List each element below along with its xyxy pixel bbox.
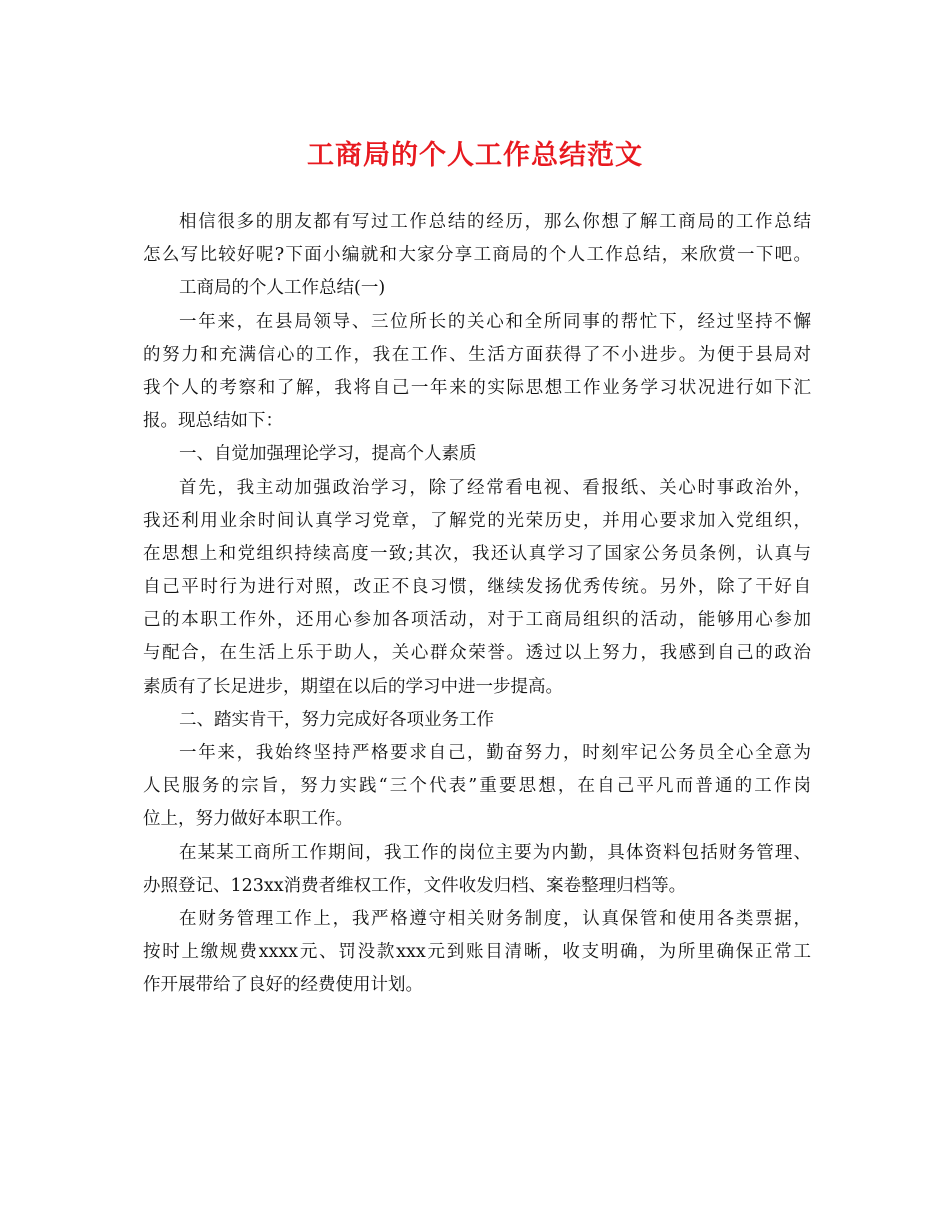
- body-text-line: 位上，努力做好本职工作。: [143, 809, 353, 830]
- body-text-line: 一年来，在县局领导、三位所长的关心和全所同事的帮忙下，经过坚持不懈: [179, 311, 811, 332]
- body-text-line: 作开展带给了良好的经费使用计划。: [143, 975, 423, 996]
- body-text-line: 办照登记、123xx消费者维权工作，文件收发归档、案卷整理归档等。: [143, 875, 687, 896]
- body-text-line: 自己平时行为进行对照，改正不良习惯，继续发扬优秀传统。另外，除了干好自: [143, 577, 811, 598]
- body-text-line: 在财务管理工作上，我严格遵守相关财务制度，认真保管和使用各类票据，: [179, 908, 811, 929]
- body-text-line: 我个人的考察和了解，我将自己一年来的实际思想工作业务学习状况进行如下汇: [143, 377, 811, 398]
- body-text-line: 怎么写比较好呢?下面小编就和大家分享工商局的个人工作总结，来欣赏一下吧。: [143, 245, 811, 266]
- body-text-line: 素质有了长足进步，期望在以后的学习中进一步提高。: [143, 676, 563, 697]
- body-text-line: 报。现总结如下：: [143, 411, 283, 432]
- body-text-line: 人民服务的宗旨，努力实践“三个代表”重要思想，在自己平凡而普通的工作岗: [143, 776, 811, 797]
- body-text-line: 首先，我主动加强政治学习，除了经常看电视、看报纸、关心时事政治外，: [179, 477, 811, 498]
- body-text-line: 与配合，在生活上乐于助人，关心群众荣誉。透过以上努力，我感到自己的政治: [143, 643, 811, 664]
- body-text-line: 在思想上和党组织持续高度一致;其次，我还认真学习了国家公务员条例，认真与: [143, 543, 811, 564]
- body-text-line: 一、自觉加强理论学习，提高个人素质: [179, 444, 477, 465]
- body-text-line: 己的本职工作外，还用心参加各项活动，对于工商局组织的活动，能够用心参加: [143, 610, 811, 631]
- body-text-line: 我还利用业余时间认真学习党章，了解党的光荣历史，并用心要求加入党组织，: [143, 510, 811, 531]
- body-text-line: 相信很多的朋友都有写过工作总结的经历，那么你想了解工商局的工作总结: [179, 212, 811, 232]
- body-text-line: 按时上缴规费xxxx元、罚没款xxx元到账目清晰，收支明确，为所里确保正常工: [143, 942, 811, 963]
- body-text-line: 工商局的个人工作总结(一): [179, 278, 386, 299]
- body-text-line: 一年来，我始终坚持严格要求自己，勤奋努力，时刻牢记公务员全心全意为: [179, 743, 811, 763]
- body-text-line: 二、踏实肯干，努力完成好各项业务工作: [179, 709, 494, 730]
- document-title: 工商局的个人工作总结范文: [307, 140, 643, 171]
- body-text-line: 的努力和充满信心的工作，我在工作、生活方面获得了不小进步。为便于县局对: [143, 344, 811, 365]
- document-body: [143, 206, 811, 1003]
- body-text-line: 在某某工商所工作期间，我工作的岗位主要为内勤，具体资料包括财务管理、: [179, 842, 811, 863]
